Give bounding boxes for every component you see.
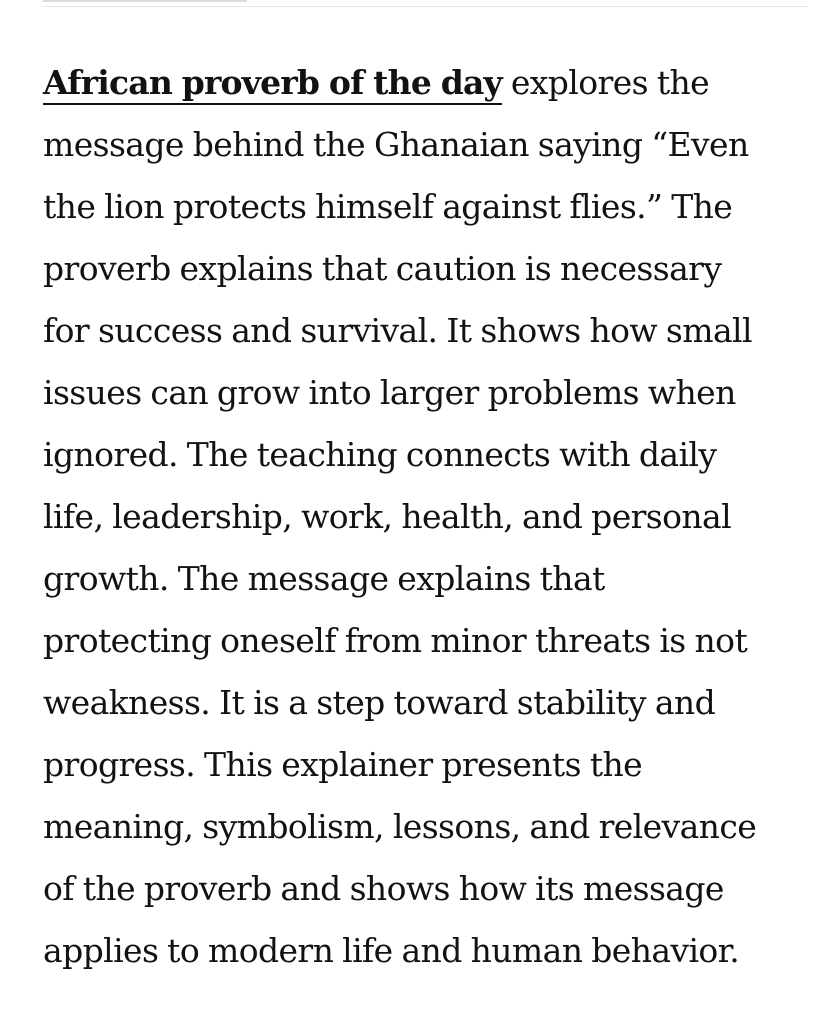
top-divider <box>43 6 808 7</box>
paragraph-line: life, leadership, work, health, and personal <box>43 497 732 536</box>
paragraph-line: growth. The message explains that <box>43 559 605 598</box>
paragraph-line: issues can grow into larger problems when <box>43 373 736 412</box>
paragraph-line: message behind the Ghanaian saying “Even <box>43 125 749 164</box>
paragraph-line: of the proverb and shows how its message <box>43 869 724 908</box>
paragraph-line: the lion protects himself against flies.” The <box>43 187 733 226</box>
paragraph-line: meaning, symbolism, lessons, and relevance <box>43 807 757 846</box>
paragraph-line: weakness. It is a step toward stability and <box>43 683 716 722</box>
article-paragraph <box>43 52 807 982</box>
top-divider-accent <box>43 0 247 2</box>
paragraph-line: protecting oneself from minor threats is not <box>43 621 748 660</box>
paragraph-line: for success and survival. It shows how small <box>43 311 752 350</box>
paragraph-line: ignored. The teaching connects with daily <box>43 435 717 474</box>
paragraph-line: progress. This explainer presents the <box>43 745 643 784</box>
series-link[interactable]: African proverb of the day <box>43 63 502 105</box>
paragraph-line: applies to modern life and human behavior. <box>43 931 740 970</box>
paragraph-line: proverb explains that caution is necessary <box>43 249 722 288</box>
paragraph-line <box>43 52 807 114</box>
paragraph-line-text: explores the <box>501 63 710 102</box>
